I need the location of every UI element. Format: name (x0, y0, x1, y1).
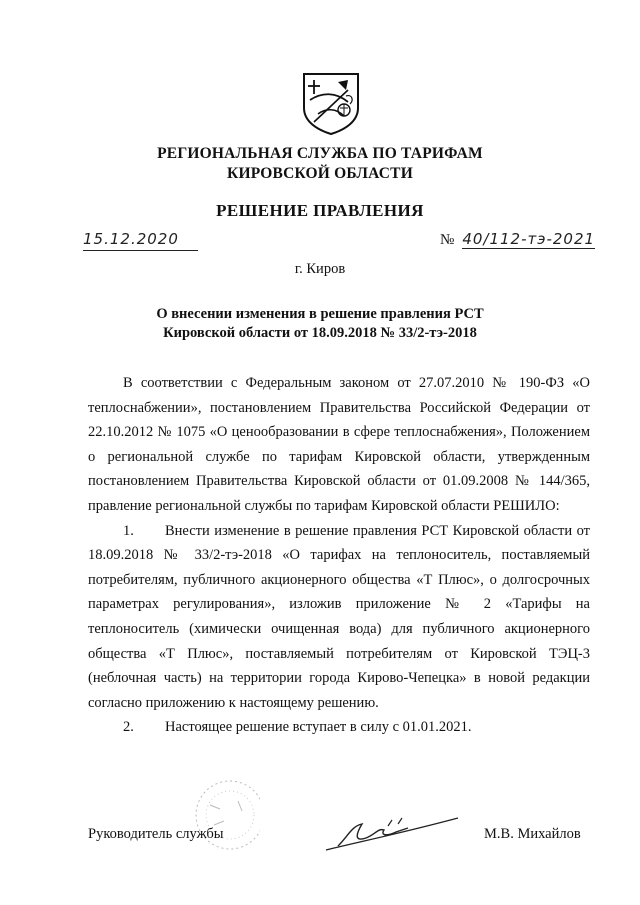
item-text: Настоящее решение вступает в силу с 01.01.2021. (165, 719, 472, 736)
organization-name-line-1: РЕГИОНАЛЬНАЯ СЛУЖБА ПО ТАРИФАМ (157, 145, 483, 162)
signatory-role: Руководитель службы (88, 826, 224, 842)
document-type-title: РЕШЕНИЕ ПРАВЛЕНИЯ (216, 201, 424, 220)
signatory-name: М.В. Михайлов (484, 826, 581, 842)
organization-name (0, 144, 640, 184)
organization-name-line-2: КИРОВСКОЙ ОБЛАСТИ (227, 165, 413, 182)
item-number: 1. (123, 522, 134, 539)
document-number-field (440, 230, 595, 252)
preamble-paragraph: В соответствии с Федеральным законом от 27.07.2010 № 190-ФЗ «О теплоснабжении», постановлением Правительства Российской Федерации от 22.10.2012 № 1075 «О ценообразовании в сфере теплоснабжения», Положением о региональной службе по тарифам Кировской области, утвержденным постановлением Правительства Кировской области от 01.09.2008 № 144/365, правление региональной службы по тарифам Кировской области РЕШИЛО: (88, 375, 590, 514)
item-text: Внести изменение в решение правления РСТ Кировской области от 18.09.2018 № 33/2-тэ-2018 «О тарифах на теплоноситель, поставляемый потребителям, публичного акционерного общества «Т Плюс», о долгосрочных параметрах регулирования», изложив приложение № 2 «Тарифы на теплоноситель (химически очищенная вода) для публичного акционерного общества «Т Плюс», поставляемый потребителям от Кировской ТЭЦ-3 (неблочная часть) на территории города Кирово-Чепецка» в новой редакции согласно приложению к настоящему решению. (88, 522, 590, 711)
number-sign: № (440, 232, 455, 248)
document-body (88, 371, 590, 740)
decision-item-1 (88, 519, 590, 716)
handwritten-signature-icon (318, 806, 468, 856)
faded-stamp-icon (190, 775, 260, 855)
item-number: 2. (123, 719, 134, 736)
document-date-field (83, 230, 198, 251)
document-city: г. Киров (294, 261, 346, 277)
kirov-coat-of-arms-icon (300, 70, 362, 136)
decision-item-2 (88, 715, 590, 740)
document-date: 15.12.2020 (83, 230, 179, 248)
document-subject (0, 305, 640, 343)
subject-line-1: О внесении изменения в решение правления РСТ (156, 306, 484, 322)
subject-line-2: Кировской области от 18.09.2018 № 33/2-тэ-2018 (163, 325, 477, 341)
document-number: 40/112-тэ-2021 (462, 230, 596, 248)
